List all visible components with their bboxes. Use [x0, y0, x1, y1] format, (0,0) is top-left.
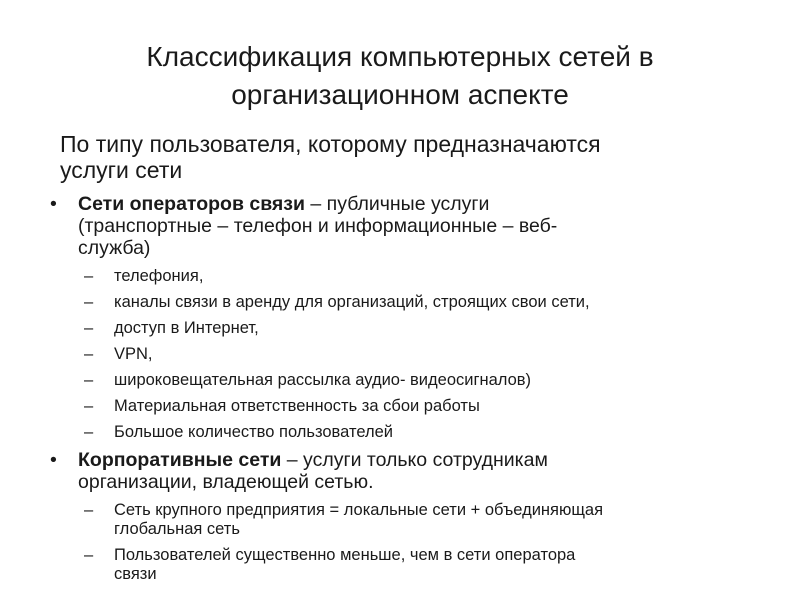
sub-list-operator	[44, 267, 764, 442]
dash-marker: –	[84, 267, 94, 285]
title-line-2: организационном аспекте	[231, 79, 569, 110]
dash-marker: –	[84, 293, 94, 311]
slide-subtitle	[60, 131, 760, 183]
sub-item-text: Большое количество пользователей	[114, 423, 393, 441]
sub-list-corporate	[44, 501, 764, 584]
bullet-corporate-networks	[44, 449, 764, 493]
bullet-line-2: организации, владеющей сетью.	[78, 471, 374, 493]
sub-item-text: Материальная ответственность за сбои работы	[114, 397, 480, 415]
dash-marker: –	[84, 546, 94, 564]
bullet-line-1	[78, 193, 764, 215]
sub-item-text: каналы связи в аренду для организаций, строящих свои сети,	[114, 293, 590, 311]
bullet-line-2: (транспортные – телефон и информационные – веб-	[78, 215, 558, 237]
sub-item-text: телефония,	[114, 267, 204, 285]
bullet-marker: •	[50, 449, 57, 471]
sub-item	[44, 319, 764, 338]
dash-marker: –	[84, 423, 94, 441]
dash-marker: –	[84, 319, 94, 337]
dash-marker: –	[84, 397, 94, 415]
sub-item	[44, 293, 764, 312]
sub-item	[44, 423, 764, 442]
bullet-heading: Сети операторов связи	[78, 193, 305, 215]
sub-item	[44, 501, 764, 539]
subtitle-line-1: По типу пользователя, которому предназначаются	[60, 131, 601, 157]
sub-item-text-line-1: Пользователей существенно меньше, чем в сети оператора	[114, 546, 576, 564]
sub-item-text-line-2: глобальная сеть	[114, 520, 240, 538]
dash-marker: –	[84, 501, 94, 519]
sub-item	[44, 546, 764, 584]
sub-item	[44, 267, 764, 286]
dash-marker: –	[84, 345, 94, 363]
sub-item-text: широковещательная рассылка аудио- видеосигналов)	[114, 371, 532, 389]
bullet-text: – услуги только сотрудникам	[281, 449, 548, 471]
bullet-list	[44, 193, 764, 591]
sub-item-text: доступ в Интернет,	[114, 319, 259, 337]
sub-item-text-line-1: Сеть крупного предприятия = локальные сети + объединяющая	[114, 501, 604, 519]
bullet-heading: Корпоративные сети	[78, 449, 282, 471]
sub-item-text-line-2: связи	[114, 565, 157, 583]
bullet-text: – публичные услуги	[304, 193, 490, 215]
title-line-1: Классификация компьютерных сетей в	[146, 41, 654, 72]
bullet-marker: •	[50, 193, 57, 215]
sub-item-text: VPN,	[114, 345, 153, 363]
bullet-operator-networks	[44, 193, 764, 259]
sub-item	[44, 345, 764, 364]
subtitle-line-2: услуги сети	[60, 157, 183, 183]
sub-item	[44, 397, 764, 416]
bullet-line-3: служба)	[78, 237, 151, 259]
dash-marker: –	[84, 371, 94, 389]
slide-title	[60, 38, 740, 114]
bullet-line-1	[78, 449, 764, 471]
sub-item	[44, 371, 764, 390]
